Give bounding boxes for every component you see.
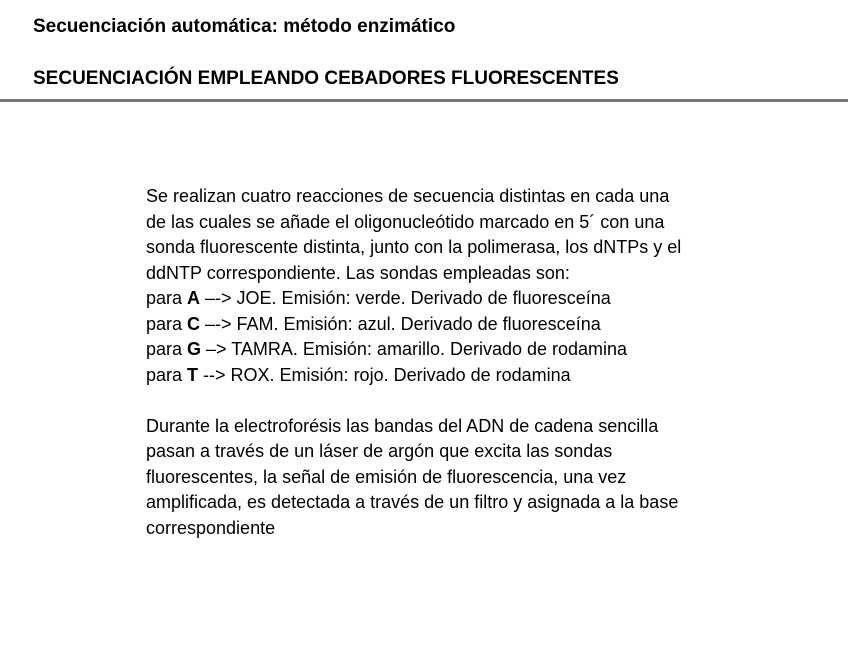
intro-line: ddNTP correspondiente. Las sondas empleadas son: [146,262,570,283]
probe-base: T [187,364,199,385]
header-divider [0,99,848,102]
page-title: Secuenciación automática: método enzimático [33,16,456,37]
probe-item-c [146,312,806,338]
electrophoresis-line: amplificada, es detectada a través de un filtro y asignada a la base [146,492,679,512]
probe-item-g [146,337,806,363]
electrophoresis-line: pasan a través de un láser de argón que excita las sondas [146,441,613,461]
intro-line: Se realizan cuatro reacciones de secuencia distintas en cada una [146,186,670,206]
probe-description: –> TAMRA. Emisión: amarillo. Derivado de rodamina [201,339,628,359]
electrophoresis-line: correspondiente [146,517,276,538]
probe-base: C [187,313,201,334]
body-text [146,184,806,541]
probe-list [146,286,806,388]
probe-prefix: para [146,364,188,385]
probe-base: G [187,339,202,359]
probe-prefix: para [146,339,188,359]
probe-prefix: para [146,313,188,334]
page-subtitle: SECUENCIACIÓN EMPLEANDO CEBADORES FLUORESCENTES [33,68,619,89]
electrophoresis-line: Durante la electroforésis las bandas del ADN de cadena sencilla [146,415,659,436]
electrophoresis-line: fluorescentes, la señal de emisión de fluorescencia, una vez [146,466,627,487]
intro-line: de las cuales se añade el oligonucleótido marcado en 5´ con una [146,211,665,232]
probe-description: --> ROX. Emisión: rojo. Derivado de rodamina [198,364,571,385]
probe-item-t [146,363,806,389]
probe-base: A [187,288,201,308]
probe-item-a [146,286,806,312]
electrophoresis-paragraph [146,414,806,542]
intro-line: sonda fluorescente distinta, junto con la polimerasa, los dNTPs y el [146,237,682,257]
intro-paragraph [146,184,806,286]
probe-description: –-> JOE. Emisión: verde. Derivado de fluoresceína [200,288,611,308]
probe-description: –-> FAM. Emisión: azul. Derivado de fluoresceína [200,313,601,334]
probe-prefix: para [146,288,188,308]
paragraph-gap [146,388,806,414]
